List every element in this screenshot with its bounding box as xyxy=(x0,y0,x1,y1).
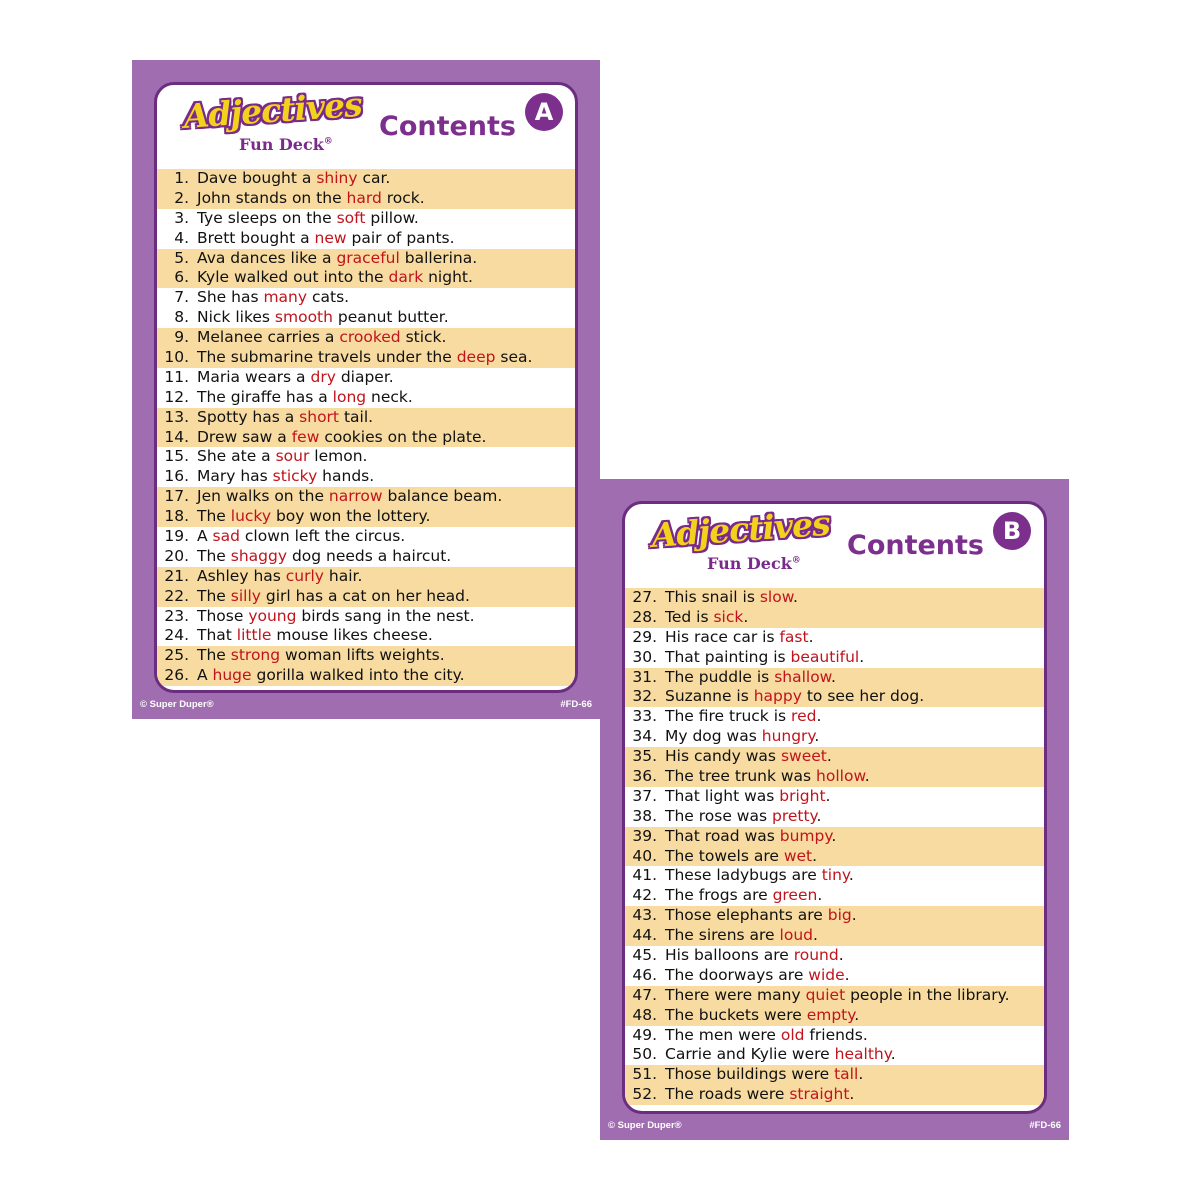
item-number: 6. xyxy=(174,268,189,287)
item-number: 51. xyxy=(632,1065,657,1084)
adjective-word: pretty xyxy=(772,806,817,825)
adjective-word: hard xyxy=(346,188,382,207)
item-number: 49. xyxy=(632,1025,657,1044)
list-item xyxy=(625,807,1044,827)
sentence-text: The men were xyxy=(665,1025,781,1044)
card-panel xyxy=(154,82,578,693)
sentence-text: Dave bought a xyxy=(197,169,317,187)
sentence-text: . xyxy=(816,806,822,825)
sentence-text: night. xyxy=(423,268,473,287)
list-item xyxy=(157,567,575,587)
logo-title: Adjectives xyxy=(650,503,831,555)
adjective-word: deep xyxy=(456,348,496,367)
item-number: 48. xyxy=(632,1005,657,1024)
sentence-text: . xyxy=(743,607,749,626)
sentence-text: pair of pants. xyxy=(346,228,455,247)
item-number: 27. xyxy=(632,588,657,606)
item-number: 28. xyxy=(632,607,657,626)
adjective-word: healthy xyxy=(834,1045,891,1064)
sentence-text: The giraffe has a xyxy=(197,387,333,406)
sentence-text: She ate a xyxy=(197,447,276,466)
sentence-text: Drew saw a xyxy=(197,427,292,446)
sentence-text: cats. xyxy=(307,288,350,307)
logo-subtitle: Fun Deck® xyxy=(707,554,801,573)
item-number: 42. xyxy=(632,886,657,905)
sentence-text: His race car is xyxy=(665,627,780,646)
adjective-word: sticky xyxy=(272,467,318,486)
adjective-word: strong xyxy=(230,646,281,665)
sentence-text: These ladybugs are xyxy=(665,866,822,885)
list-item xyxy=(157,487,575,507)
item-number: 31. xyxy=(632,667,657,686)
list-item xyxy=(625,608,1044,628)
sentence-text: hair. xyxy=(323,566,363,585)
item-number: 14. xyxy=(164,427,189,446)
list-item xyxy=(625,707,1044,727)
item-number: 3. xyxy=(174,208,189,227)
sentence-text: . xyxy=(817,886,823,905)
list-item xyxy=(157,288,575,308)
sentence-text: . xyxy=(816,707,822,726)
list-item xyxy=(625,986,1044,1006)
sentence-text: . xyxy=(890,1045,896,1064)
item-number: 37. xyxy=(632,786,657,805)
adjective-word: happy xyxy=(753,687,802,706)
sentence-text: . xyxy=(825,786,831,805)
sentence-text: woman lifts weights. xyxy=(280,646,445,665)
sentence-text: Carrie and Kylie were xyxy=(665,1045,835,1064)
adjective-word: crooked xyxy=(339,328,401,347)
item-number: 4. xyxy=(174,228,189,247)
sentence-text: His candy was xyxy=(665,747,781,766)
list-item xyxy=(625,966,1044,986)
sentence-text: sea. xyxy=(495,348,533,367)
list-item xyxy=(157,169,575,189)
adjective-word: tiny xyxy=(821,866,849,885)
adjective-word: shallow xyxy=(774,667,831,686)
item-number: 19. xyxy=(164,527,189,546)
sentence-text: That painting is xyxy=(665,647,791,666)
sentence-text: Kyle walked out into the xyxy=(197,268,389,287)
sentence-text: . xyxy=(812,846,818,865)
sentence-text: . xyxy=(864,767,870,786)
item-number: 13. xyxy=(164,407,189,426)
item-number: 33. xyxy=(632,707,657,726)
item-number: 18. xyxy=(164,507,189,526)
list-item xyxy=(625,747,1044,767)
list-item xyxy=(157,209,575,229)
adjective-word: bumpy xyxy=(779,826,832,845)
item-number: 38. xyxy=(632,806,657,825)
sentence-text: That xyxy=(197,626,237,645)
list-item xyxy=(157,547,575,567)
sentence-text: She has xyxy=(197,288,264,307)
sentence-text: . xyxy=(831,826,837,845)
adjective-word: tall xyxy=(834,1065,859,1084)
sentence-text: The sirens are xyxy=(665,926,780,945)
sentence-list xyxy=(157,169,575,686)
sentence-text: The puddle is xyxy=(665,667,775,686)
item-number: 1. xyxy=(174,169,189,187)
adjective-word: many xyxy=(263,288,308,307)
adjective-word: sour xyxy=(275,447,310,466)
item-number: 26. xyxy=(164,666,189,685)
item-number: 16. xyxy=(164,467,189,486)
adjective-word: sick xyxy=(713,607,744,626)
adjective-word: few xyxy=(291,427,320,446)
sentence-text: The frogs are xyxy=(665,886,773,905)
sentence-text: . xyxy=(812,926,818,945)
sentence-text: This snail is xyxy=(665,588,760,606)
sentence-text: Mary has xyxy=(197,467,273,486)
sentence-text: That light was xyxy=(665,786,780,805)
sentence-text: Suzanne is xyxy=(665,687,754,706)
sentence-text: Those xyxy=(197,606,249,625)
adjective-word: shiny xyxy=(316,169,358,187)
sentence-text: That road was xyxy=(665,826,780,845)
sentence-text: Nick likes xyxy=(197,308,275,327)
sentence-text: peanut butter. xyxy=(332,308,449,327)
list-item xyxy=(625,847,1044,867)
sentence-text: Melanee carries a xyxy=(197,328,340,347)
sentence-text: . xyxy=(858,1065,864,1084)
adjective-word: fast xyxy=(779,627,809,646)
sentence-text: The xyxy=(197,507,231,526)
adjective-word: narrow xyxy=(328,487,383,506)
sentence-text: The doorways are xyxy=(665,965,809,984)
sentence-text: . xyxy=(851,906,857,925)
item-number: 21. xyxy=(164,566,189,585)
item-number: 46. xyxy=(632,965,657,984)
sentence-text: The roads were xyxy=(665,1085,790,1104)
list-item xyxy=(625,946,1044,966)
sentence-text: diaper. xyxy=(335,367,394,386)
item-number: 35. xyxy=(632,747,657,766)
sentence-text: Maria wears a xyxy=(197,367,311,386)
list-item xyxy=(157,467,575,487)
product-code: #FD-66 xyxy=(560,699,592,710)
list-item xyxy=(157,249,575,269)
list-item xyxy=(625,668,1044,688)
adjective-word: beautiful xyxy=(790,647,860,666)
item-number: 2. xyxy=(174,188,189,207)
list-item xyxy=(625,906,1044,926)
adjective-word: green xyxy=(772,886,818,905)
card-header xyxy=(625,504,1044,588)
sentence-text: The fire truck is xyxy=(665,707,792,726)
adjective-word: short xyxy=(299,407,340,426)
adjective-word: shaggy xyxy=(230,546,288,565)
list-item xyxy=(625,827,1044,847)
adjective-word: sweet xyxy=(780,747,827,766)
sentence-text: lemon. xyxy=(309,447,368,466)
item-number: 44. xyxy=(632,926,657,945)
card-footer xyxy=(140,699,592,715)
item-number: 22. xyxy=(164,586,189,605)
sentence-text: to see her dog. xyxy=(801,687,925,706)
list-item xyxy=(157,308,575,328)
sentence-text: friends. xyxy=(804,1025,868,1044)
sentence-list xyxy=(625,588,1044,1105)
sentence-text: The towels are xyxy=(665,846,784,865)
sentence-text: The xyxy=(197,546,231,565)
sentence-text: car. xyxy=(357,169,391,187)
item-number: 11. xyxy=(164,367,189,386)
sentence-text: His balloons are xyxy=(665,946,794,965)
product-code: #FD-66 xyxy=(1029,1120,1061,1131)
sentence-text: John stands on the xyxy=(197,188,347,207)
sentence-text: . xyxy=(830,667,836,686)
sentence-text: stick. xyxy=(400,328,447,347)
adjective-word: red xyxy=(791,707,817,726)
list-item xyxy=(625,727,1044,747)
item-number: 9. xyxy=(174,328,189,347)
copyright-text: © Super Duper® xyxy=(140,699,214,710)
list-item xyxy=(157,447,575,467)
copyright-text: © Super Duper® xyxy=(608,1120,682,1131)
adjective-word: young xyxy=(248,606,297,625)
sentence-text: neck. xyxy=(366,387,413,406)
list-item xyxy=(625,1065,1044,1085)
list-item xyxy=(625,926,1044,946)
list-item xyxy=(157,189,575,209)
item-number: 25. xyxy=(164,646,189,665)
list-item xyxy=(625,866,1044,886)
list-item xyxy=(625,767,1044,787)
card-header xyxy=(157,85,575,169)
sentence-text: rock. xyxy=(381,188,425,207)
item-number: 17. xyxy=(164,487,189,506)
list-item xyxy=(625,628,1044,648)
sentence-text: ballerina. xyxy=(399,248,478,267)
card-footer xyxy=(608,1120,1061,1136)
item-number: 15. xyxy=(164,447,189,466)
list-item xyxy=(157,587,575,607)
item-number: 10. xyxy=(164,348,189,367)
adjective-word: old xyxy=(780,1025,805,1044)
sentence-text: . xyxy=(859,647,865,666)
list-item xyxy=(625,1045,1044,1065)
sentence-text: balance beam. xyxy=(382,487,503,506)
item-number: 7. xyxy=(174,288,189,307)
sentence-text: Those buildings were xyxy=(665,1065,835,1084)
list-item xyxy=(625,687,1044,707)
sentence-text: The tree trunk was xyxy=(665,767,817,786)
sentence-text: people in the library. xyxy=(845,985,1010,1004)
adjective-word: loud xyxy=(779,926,813,945)
sentence-text: . xyxy=(849,1085,855,1104)
adjective-word: new xyxy=(314,228,347,247)
list-item xyxy=(157,368,575,388)
sentence-text: My dog was xyxy=(665,727,762,746)
item-number: 47. xyxy=(632,985,657,1004)
adjective-word: silly xyxy=(230,586,261,605)
logo-subtitle: Fun Deck® xyxy=(239,135,333,154)
item-number: 39. xyxy=(632,826,657,845)
adjective-word: straight xyxy=(789,1085,850,1104)
adjective-word: big xyxy=(827,906,852,925)
list-item xyxy=(625,588,1044,608)
sentence-text: A xyxy=(197,666,213,685)
sentence-text: There were many xyxy=(665,985,806,1004)
adjective-word: empty xyxy=(806,1005,855,1024)
sentence-text: . xyxy=(838,946,844,965)
item-number: 24. xyxy=(164,626,189,645)
sentence-text: cookies on the plate. xyxy=(319,427,487,446)
adjective-word: smooth xyxy=(274,308,333,327)
sentence-text: . xyxy=(792,588,798,606)
item-number: 12. xyxy=(164,387,189,406)
sentence-text: Those elephants are xyxy=(665,906,828,925)
sentence-text: clown left the circus. xyxy=(239,527,406,546)
sentence-text: Jen walks on the xyxy=(197,487,329,506)
item-number: 40. xyxy=(632,846,657,865)
contents-title: Contents xyxy=(847,530,985,561)
sentence-text: The buckets were xyxy=(665,1005,807,1024)
sentence-text: Ted is xyxy=(665,607,714,626)
list-item xyxy=(157,507,575,527)
contents-card-a xyxy=(132,60,600,719)
card-badge: A xyxy=(525,93,563,131)
list-item xyxy=(157,607,575,627)
list-item xyxy=(625,886,1044,906)
list-item xyxy=(625,648,1044,668)
sentence-text: Brett bought a xyxy=(197,228,315,247)
item-number: 50. xyxy=(632,1045,657,1064)
sentence-text: Ashley has xyxy=(197,566,286,585)
sentence-text: hands. xyxy=(317,467,375,486)
sentence-text: The xyxy=(197,646,231,665)
sentence-text: mouse likes cheese. xyxy=(271,626,433,645)
adjective-word: dark xyxy=(388,268,424,287)
sentence-text: boy won the lottery. xyxy=(271,507,431,526)
sentence-text: tail. xyxy=(339,407,374,426)
item-number: 29. xyxy=(632,627,657,646)
sentence-text: The rose was xyxy=(665,806,772,825)
sentence-text: A xyxy=(197,527,213,546)
list-item xyxy=(157,408,575,428)
adjective-word: huge xyxy=(212,666,252,685)
item-number: 52. xyxy=(632,1085,657,1104)
adjective-word: bright xyxy=(779,786,826,805)
sentence-text: . xyxy=(848,866,854,885)
adjective-word: dry xyxy=(310,367,336,386)
list-item xyxy=(157,328,575,348)
item-number: 43. xyxy=(632,906,657,925)
card-panel xyxy=(622,501,1047,1114)
contents-card-b xyxy=(600,479,1069,1140)
sentence-text: birds sang in the nest. xyxy=(296,606,475,625)
sentence-text: Tye sleeps on the xyxy=(197,208,337,227)
sentence-text: Ava dances like a xyxy=(197,248,337,267)
adjective-word: little xyxy=(236,626,272,645)
item-number: 8. xyxy=(174,308,189,327)
item-number: 45. xyxy=(632,946,657,965)
sentence-text: . xyxy=(826,747,832,766)
item-number: 34. xyxy=(632,727,657,746)
item-number: 5. xyxy=(174,248,189,267)
sentence-text: Spotty has a xyxy=(197,407,300,426)
sentence-text: . xyxy=(844,965,850,984)
sentence-text: dog needs a haircut. xyxy=(287,546,452,565)
adjective-word: quiet xyxy=(805,985,846,1004)
list-item xyxy=(625,1006,1044,1026)
adjective-word: graceful xyxy=(336,248,400,267)
adjective-word: lucky xyxy=(230,507,272,526)
adjective-word: soft xyxy=(336,208,366,227)
adjective-word: hollow xyxy=(816,767,865,786)
item-number: 20. xyxy=(164,546,189,565)
list-item xyxy=(157,229,575,249)
sentence-text: pillow. xyxy=(365,208,419,227)
sentence-text: The submarine travels under the xyxy=(197,348,457,367)
sentence-text: The xyxy=(197,586,231,605)
list-item xyxy=(625,1026,1044,1046)
list-item xyxy=(625,787,1044,807)
adjective-word: long xyxy=(332,387,367,406)
adjectives-fun-deck-logo xyxy=(182,84,363,167)
adjective-word: slow xyxy=(759,588,793,606)
list-item xyxy=(157,527,575,547)
adjective-word: wet xyxy=(783,846,813,865)
list-item xyxy=(625,1085,1044,1105)
list-item xyxy=(157,646,575,666)
item-number: 23. xyxy=(164,606,189,625)
adjective-word: curly xyxy=(285,566,324,585)
sentence-text: girl has a cat on her head. xyxy=(260,586,470,605)
adjective-word: sad xyxy=(212,527,240,546)
list-item xyxy=(157,388,575,408)
list-item xyxy=(157,626,575,646)
card-badge: B xyxy=(993,512,1031,550)
adjectives-fun-deck-logo xyxy=(650,503,831,586)
list-item xyxy=(157,428,575,448)
item-number: 41. xyxy=(632,866,657,885)
list-item xyxy=(157,268,575,288)
item-number: 32. xyxy=(632,687,657,706)
item-number: 30. xyxy=(632,647,657,666)
sentence-text: gorilla walked into the city. xyxy=(251,666,465,685)
adjective-word: hungry xyxy=(761,727,815,746)
sentence-text: . xyxy=(808,627,814,646)
list-item xyxy=(157,666,575,686)
adjective-word: round xyxy=(793,946,839,965)
list-item xyxy=(157,348,575,368)
contents-title: Contents xyxy=(379,111,517,142)
sentence-text: . xyxy=(854,1005,860,1024)
logo-title: Adjectives xyxy=(182,84,363,136)
item-number: 36. xyxy=(632,767,657,786)
sentence-text: . xyxy=(814,727,820,746)
adjective-word: wide xyxy=(808,965,845,984)
